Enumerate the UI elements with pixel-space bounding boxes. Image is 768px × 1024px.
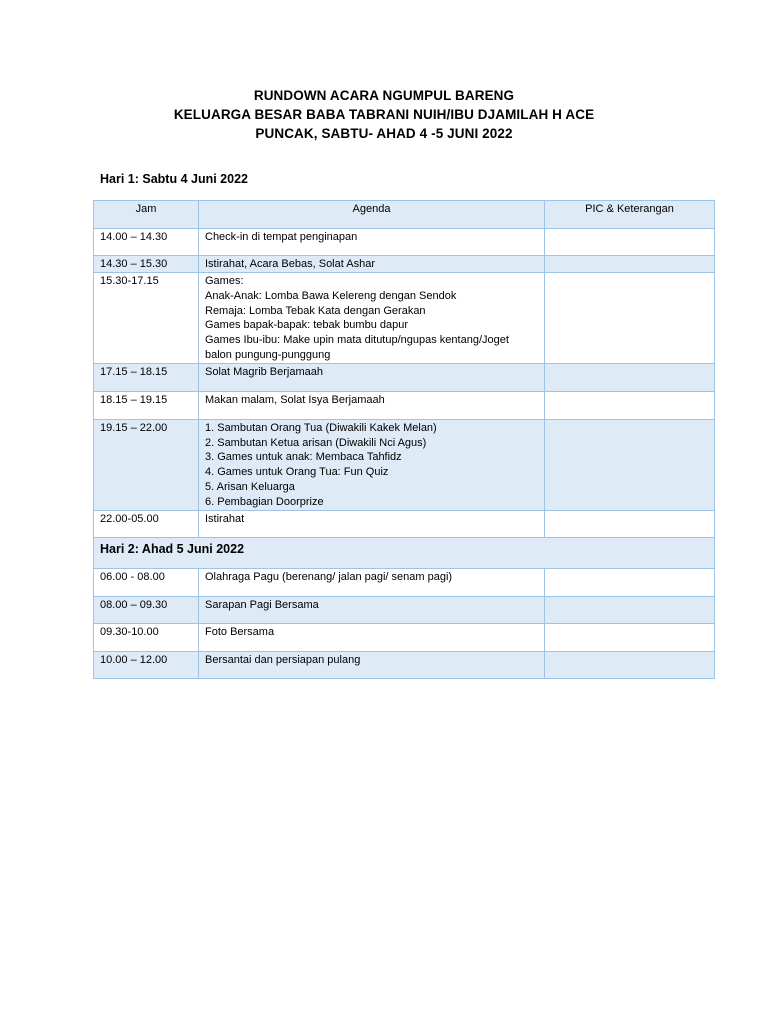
day1-heading: Hari 1: Sabtu 4 Juni 2022	[100, 172, 248, 186]
agenda-line: 1. Sambutan Orang Tua (Diwakili Kakek Melan)	[205, 421, 437, 434]
pic-cell	[545, 623, 715, 651]
agenda-cell	[199, 229, 545, 256]
agenda-cell	[199, 391, 545, 419]
agenda-cell	[199, 363, 545, 391]
time-cell: 22.00-05.00	[94, 510, 199, 537]
agenda-line: Games:	[205, 275, 244, 287]
agenda-cell	[199, 510, 545, 537]
time-cell: 19.15 – 22.00	[94, 419, 199, 510]
column-header-agenda: Agenda	[199, 201, 545, 229]
time-cell: 17.15 – 18.15	[94, 363, 199, 391]
day2-heading-row	[94, 537, 715, 568]
time-cell: 14.00 – 14.30	[94, 229, 199, 256]
agenda-line: 6. Pembagian Doorprize	[205, 495, 324, 508]
time-cell: 15.30-17.15	[94, 273, 199, 364]
table-row	[94, 273, 715, 364]
pic-cell	[545, 651, 715, 678]
table-row	[94, 229, 715, 256]
pic-cell	[545, 256, 715, 273]
table-row	[94, 623, 715, 651]
agenda-cell	[199, 256, 545, 273]
pic-cell	[545, 273, 715, 364]
time-cell: 09.30-10.00	[94, 623, 199, 651]
agenda-line: Check-in di tempat penginapan	[205, 231, 358, 243]
pic-cell	[545, 229, 715, 256]
agenda-cell	[199, 273, 545, 364]
time-cell: 06.00 - 08.00	[94, 568, 199, 596]
pic-cell	[545, 363, 715, 391]
agenda-line: Games bapak-bapak: tebak bumbu dapur	[205, 319, 409, 332]
title-line-2: KELUARGA BESAR BABA TABRANI NUIH/IBU DJAMILAH H ACE	[173, 107, 595, 122]
table-row	[94, 651, 715, 678]
pic-cell	[545, 596, 715, 623]
agenda-line: Anak-Anak: Lomba Bawa Kelereng dengan Sendok	[205, 289, 457, 302]
table-row	[94, 419, 715, 510]
agenda-line: Remaja: Lomba Tebak Kata dengan Gerakan	[205, 304, 426, 317]
pic-cell	[545, 391, 715, 419]
table-row	[94, 363, 715, 391]
agenda-line: Makan malam, Solat Isya Berjamaah	[205, 393, 385, 406]
agenda-line: Istirahat	[205, 512, 245, 525]
time-cell: 18.15 – 19.15	[94, 391, 199, 419]
column-header-pic: PIC & Keterangan	[545, 201, 715, 229]
time-cell: 08.00 – 09.30	[94, 596, 199, 623]
column-header-jam: Jam	[94, 201, 199, 229]
agenda-line: 4. Games untuk Orang Tua: Fun Quiz	[205, 466, 389, 479]
agenda-line: Solat Magrib Berjamaah	[205, 365, 324, 378]
time-cell: 14.30 – 15.30	[94, 256, 199, 273]
table-row	[94, 256, 715, 273]
rundown-table	[93, 200, 715, 679]
table-row	[94, 568, 715, 596]
day2-heading: Hari 2: Ahad 5 Juni 2022	[94, 537, 715, 568]
agenda-cell: Sarapan Pagi Bersama	[199, 596, 545, 623]
table-row	[94, 510, 715, 537]
title-line-3: PUNCAK, SABTU- AHAD 4 -5 JUNI 2022	[255, 126, 513, 141]
table-row	[94, 596, 715, 623]
agenda-cell: Olahraga Pagu (berenang/ jalan pagi/ senam pagi)	[199, 568, 545, 596]
agenda-cell: Bersantai dan persiapan pulang	[199, 651, 545, 678]
pic-cell	[545, 568, 715, 596]
agenda-line: Istirahat, Acara Bebas, Solat Ashar	[205, 258, 375, 270]
agenda-line: Games Ibu-ibu: Make upin mata ditutup/ngupas kentang/Joget	[205, 334, 509, 347]
agenda-cell	[199, 419, 545, 510]
agenda-line: 2. Sambutan Ketua arisan (Diwakili Nci Agus)	[205, 436, 427, 449]
agenda-line: 5. Arisan Keluarga	[205, 480, 295, 493]
title-line-1: RUNDOWN ACARA NGUMPUL BARENG	[253, 88, 515, 103]
table-header-row	[94, 201, 715, 229]
time-cell: 10.00 – 12.00	[94, 651, 199, 678]
pic-cell	[545, 510, 715, 537]
table-row	[94, 391, 715, 419]
document-title	[0, 86, 768, 143]
agenda-cell: Foto Bersama	[199, 623, 545, 651]
agenda-line: 3. Games untuk anak: Membaca Tahfidz	[205, 451, 402, 464]
pic-cell	[545, 419, 715, 510]
agenda-line: balon pungung-punggung	[205, 348, 331, 361]
